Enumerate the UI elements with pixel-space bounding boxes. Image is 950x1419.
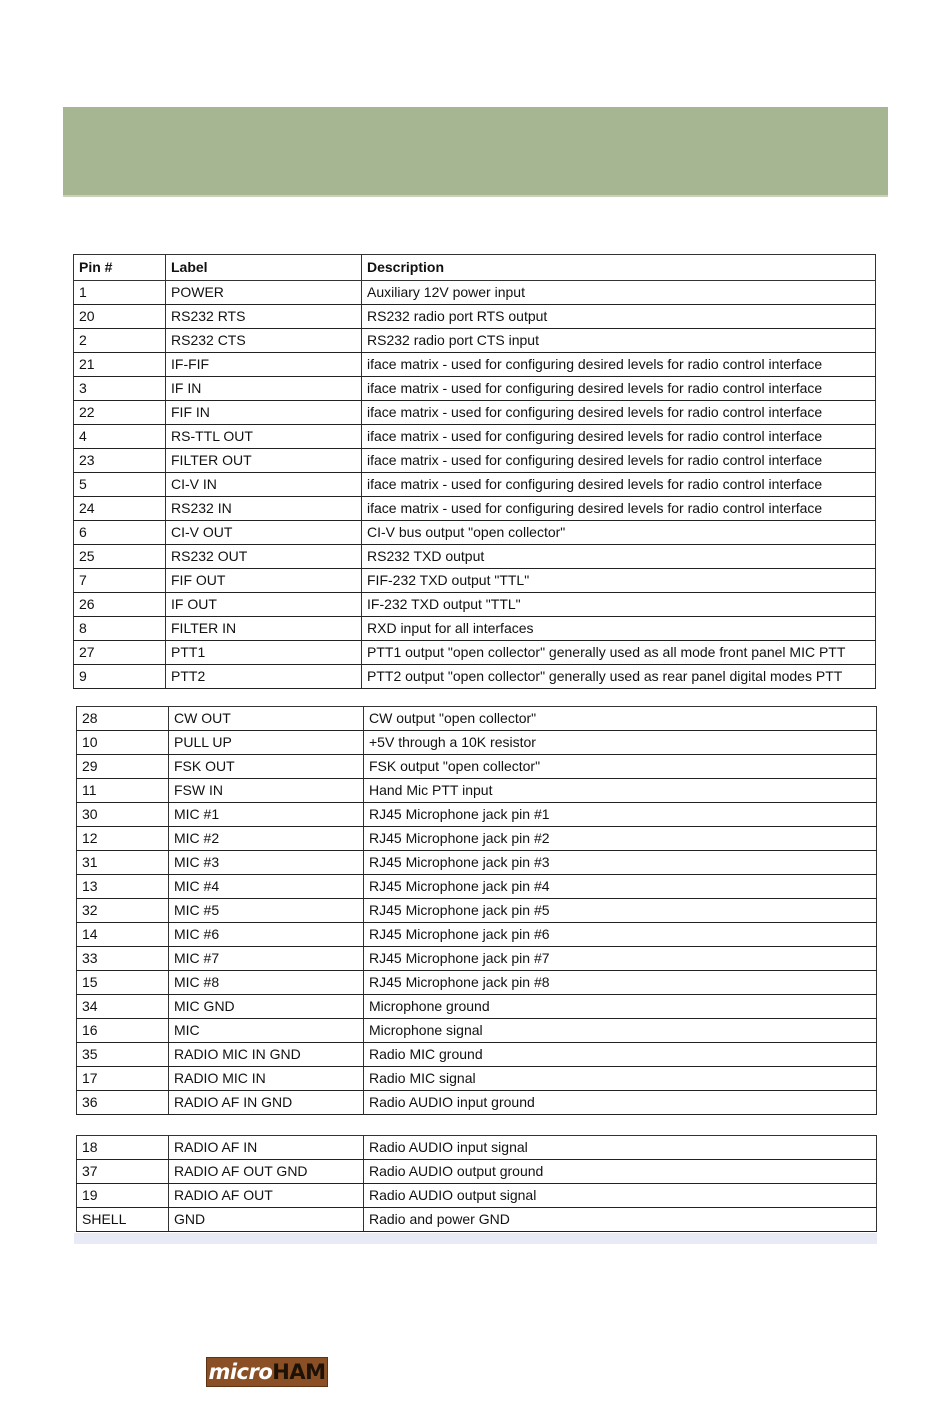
description-cell: RJ45 Microphone jack pin #3	[364, 851, 877, 875]
pin-cell: 27	[74, 641, 166, 665]
description-cell: RS232 radio port RTS output	[362, 305, 876, 329]
table-row	[77, 1160, 877, 1184]
pin-cell: 11	[77, 779, 169, 803]
label-cell: RS232 CTS	[166, 329, 362, 353]
table-row	[77, 875, 877, 899]
pin-cell: 20	[74, 305, 166, 329]
table-row	[77, 779, 877, 803]
table-row	[74, 593, 876, 617]
description-cell: RJ45 Microphone jack pin #7	[364, 947, 877, 971]
label-cell: MIC #5	[169, 899, 364, 923]
table-row	[74, 473, 876, 497]
table-row	[77, 995, 877, 1019]
label-cell: RADIO AF OUT GND	[169, 1160, 364, 1184]
table-row	[74, 425, 876, 449]
table-header-row	[74, 255, 876, 281]
pin-cell: 9	[74, 665, 166, 689]
label-cell: MIC #1	[169, 803, 364, 827]
label-cell: FILTER IN	[166, 617, 362, 641]
label-cell: PTT1	[166, 641, 362, 665]
microham-logo	[206, 1357, 328, 1387]
label-cell: FSW IN	[169, 779, 364, 803]
table-row	[77, 947, 877, 971]
pin-cell: 34	[77, 995, 169, 1019]
pin-cell: 24	[74, 497, 166, 521]
pin-cell: SHELL	[77, 1208, 169, 1232]
table-row	[77, 1091, 877, 1115]
header-label: Label	[166, 255, 362, 281]
label-cell: FIF IN	[166, 401, 362, 425]
description-cell: iface matrix - used for configuring desired levels for radio control interface	[362, 473, 876, 497]
pin-cell: 12	[77, 827, 169, 851]
header-pin: Pin #	[74, 255, 166, 281]
description-cell: Radio AUDIO output ground	[364, 1160, 877, 1184]
table-row	[77, 899, 877, 923]
description-cell: PTT2 output "open collector" generally used as rear panel digital modes PTT	[362, 665, 876, 689]
logo-prefix: micro	[208, 1360, 273, 1384]
logo-suffix: HAM	[272, 1360, 326, 1384]
pin-cell: 7	[74, 569, 166, 593]
table-footer-strip	[74, 1233, 877, 1244]
label-cell: MIC #8	[169, 971, 364, 995]
pin-cell: 31	[77, 851, 169, 875]
pin-cell: 33	[77, 947, 169, 971]
pin-cell: 8	[74, 617, 166, 641]
label-cell: RADIO MIC IN GND	[169, 1043, 364, 1067]
description-cell: RJ45 Microphone jack pin #2	[364, 827, 877, 851]
pin-cell: 6	[74, 521, 166, 545]
pin-cell: 29	[77, 755, 169, 779]
description-cell: Auxiliary 12V power input	[362, 281, 876, 305]
table-row	[77, 1067, 877, 1091]
pin-cell: 22	[74, 401, 166, 425]
pin-cell: 30	[77, 803, 169, 827]
description-cell: iface matrix - used for configuring desired levels for radio control interface	[362, 497, 876, 521]
description-cell: Radio AUDIO input ground	[364, 1091, 877, 1115]
section-header-band	[63, 107, 888, 197]
table-row	[74, 353, 876, 377]
table-row	[74, 497, 876, 521]
pin-cell: 32	[77, 899, 169, 923]
table-row	[77, 851, 877, 875]
pin-cell: 15	[77, 971, 169, 995]
pinout-table-part-1	[73, 254, 876, 689]
label-cell: RS232 OUT	[166, 545, 362, 569]
description-cell: FIF-232 TXD output "TTL"	[362, 569, 876, 593]
table-row	[77, 1043, 877, 1067]
label-cell: RS-TTL OUT	[166, 425, 362, 449]
label-cell: FSK OUT	[169, 755, 364, 779]
label-cell: FILTER OUT	[166, 449, 362, 473]
description-cell: RJ45 Microphone jack pin #6	[364, 923, 877, 947]
description-cell: iface matrix - used for configuring desired levels for radio control interface	[362, 353, 876, 377]
description-cell: CI-V bus output "open collector"	[362, 521, 876, 545]
label-cell: MIC #4	[169, 875, 364, 899]
table-row	[74, 401, 876, 425]
pin-cell: 17	[77, 1067, 169, 1091]
description-cell: RJ45 Microphone jack pin #4	[364, 875, 877, 899]
description-cell: RJ45 Microphone jack pin #1	[364, 803, 877, 827]
label-cell: CW OUT	[169, 707, 364, 731]
table-row	[74, 617, 876, 641]
table-row	[74, 449, 876, 473]
table-row	[77, 707, 877, 731]
description-cell: iface matrix - used for configuring desired levels for radio control interface	[362, 425, 876, 449]
description-cell: Radio MIC signal	[364, 1067, 877, 1091]
description-cell: Radio AUDIO input signal	[364, 1136, 877, 1160]
pin-cell: 28	[77, 707, 169, 731]
pin-cell: 2	[74, 329, 166, 353]
table-row	[74, 545, 876, 569]
table-row	[74, 521, 876, 545]
label-cell: MIC	[169, 1019, 364, 1043]
pin-cell: 35	[77, 1043, 169, 1067]
label-cell: FIF OUT	[166, 569, 362, 593]
label-cell: RS232 RTS	[166, 305, 362, 329]
label-cell: CI-V OUT	[166, 521, 362, 545]
label-cell: MIC #2	[169, 827, 364, 851]
pin-cell: 25	[74, 545, 166, 569]
description-cell: PTT1 output "open collector" generally used as all mode front panel MIC PTT	[362, 641, 876, 665]
label-cell: PULL UP	[169, 731, 364, 755]
pin-cell: 13	[77, 875, 169, 899]
label-cell: MIC #3	[169, 851, 364, 875]
description-cell: IF-232 TXD output "TTL"	[362, 593, 876, 617]
label-cell: CI-V IN	[166, 473, 362, 497]
pin-cell: 26	[74, 593, 166, 617]
label-cell: IF IN	[166, 377, 362, 401]
label-cell: MIC #7	[169, 947, 364, 971]
pin-cell: 3	[74, 377, 166, 401]
description-cell: Radio and power GND	[364, 1208, 877, 1232]
label-cell: RADIO AF IN	[169, 1136, 364, 1160]
pin-cell: 18	[77, 1136, 169, 1160]
description-cell: Radio MIC ground	[364, 1043, 877, 1067]
label-cell: RADIO MIC IN	[169, 1067, 364, 1091]
table-row	[77, 755, 877, 779]
description-cell: FSK output "open collector"	[364, 755, 877, 779]
pin-cell: 36	[77, 1091, 169, 1115]
header-description: Description	[362, 255, 876, 281]
label-cell: IF OUT	[166, 593, 362, 617]
description-cell: RS232 radio port CTS input	[362, 329, 876, 353]
description-cell: RJ45 Microphone jack pin #5	[364, 899, 877, 923]
description-cell: Hand Mic PTT input	[364, 779, 877, 803]
label-cell: RS232 IN	[166, 497, 362, 521]
label-cell: GND	[169, 1208, 364, 1232]
label-cell: RADIO AF OUT	[169, 1184, 364, 1208]
table-row	[74, 569, 876, 593]
table-row	[77, 923, 877, 947]
table-row	[74, 377, 876, 401]
pin-cell: 19	[77, 1184, 169, 1208]
pin-cell: 16	[77, 1019, 169, 1043]
table-row	[74, 329, 876, 353]
description-cell: iface matrix - used for configuring desired levels for radio control interface	[362, 401, 876, 425]
label-cell: RADIO AF IN GND	[169, 1091, 364, 1115]
pin-cell: 1	[74, 281, 166, 305]
label-cell: MIC GND	[169, 995, 364, 1019]
pin-cell: 23	[74, 449, 166, 473]
label-cell: POWER	[166, 281, 362, 305]
table-row	[74, 305, 876, 329]
pin-cell: 10	[77, 731, 169, 755]
label-cell: MIC #6	[169, 923, 364, 947]
table-row	[74, 281, 876, 305]
description-cell: iface matrix - used for configuring desired levels for radio control interface	[362, 377, 876, 401]
table-row	[77, 1136, 877, 1160]
table-row	[77, 1184, 877, 1208]
pinout-table-part-3	[76, 1135, 877, 1232]
description-cell: Microphone signal	[364, 1019, 877, 1043]
table-row	[74, 665, 876, 689]
pin-cell: 5	[74, 473, 166, 497]
description-cell: RS232 TXD output	[362, 545, 876, 569]
table-row	[77, 1208, 877, 1232]
pin-cell: 37	[77, 1160, 169, 1184]
pin-cell: 4	[74, 425, 166, 449]
description-cell: RXD input for all interfaces	[362, 617, 876, 641]
table-row	[77, 1019, 877, 1043]
pin-cell: 21	[74, 353, 166, 377]
description-cell: RJ45 Microphone jack pin #8	[364, 971, 877, 995]
label-cell: IF-FIF	[166, 353, 362, 377]
description-cell: iface matrix - used for configuring desired levels for radio control interface	[362, 449, 876, 473]
pin-cell: 14	[77, 923, 169, 947]
description-cell: +5V through a 10K resistor	[364, 731, 877, 755]
table-row	[77, 731, 877, 755]
table-row	[74, 641, 876, 665]
table-row	[77, 803, 877, 827]
pinout-table-part-2	[76, 706, 877, 1115]
table-row	[77, 971, 877, 995]
table-row	[77, 827, 877, 851]
description-cell: Microphone ground	[364, 995, 877, 1019]
label-cell: PTT2	[166, 665, 362, 689]
description-cell: Radio AUDIO output signal	[364, 1184, 877, 1208]
description-cell: CW output "open collector"	[364, 707, 877, 731]
